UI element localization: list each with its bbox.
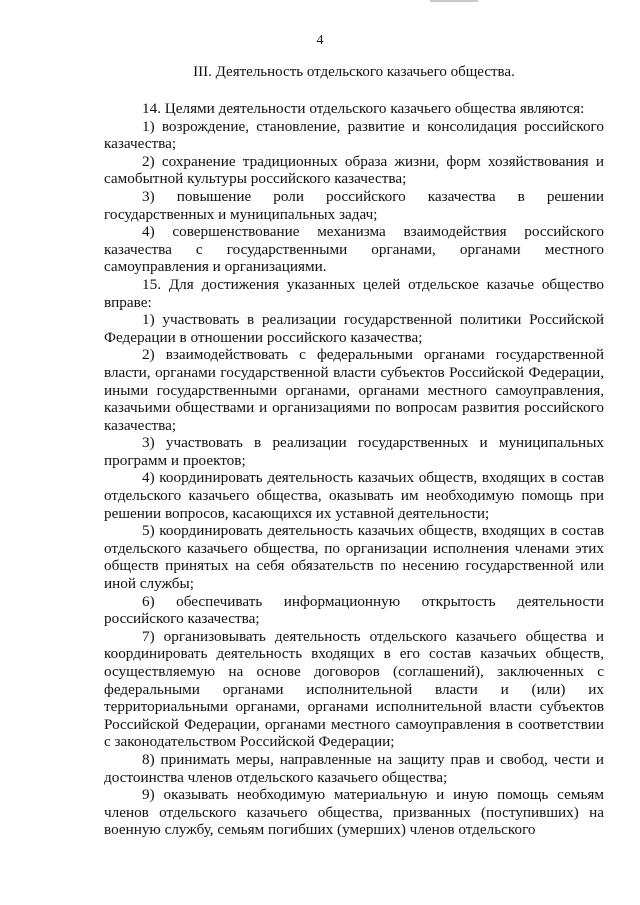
paragraph: 7) организовывать деятельность отдельского казачьего общества и координировать деятельность входящих в его состав казачьих обществ, осуществляемую на основе договоров (соглашений), заключенных с федеральными органами исполнительной власти и (или) их территориальными органами, органами исполнительной власти субъектов Российской Федерации, органами местного самоуправления в соответствии с законодательством Российской Федерации; <box>104 627 604 751</box>
paragraph: 5) координировать деятельность казачьих обществ, входящих в состав отдельского казачьего общества, по организации исполнения членами этих обществ принятых на себя обязательств по несению государственной или иной службы; <box>104 522 604 593</box>
paragraph: 2) взаимодействовать с федеральными органами государственной власти, органами государственной власти субъектов Российской Федерации, иными государственными органами, органами местного самоуправления, казачьими обществами и организациями по вопросам развития российского казачества; <box>104 346 604 434</box>
paragraph: 3) повышение роли российского казачества в решении государственных и муниципальных задач; <box>104 187 604 223</box>
document-body <box>104 100 604 839</box>
paragraph: 9) оказывать необходимую материальную и иную помощь семьям членов отдельского казачьего общества, призванных (поступивших) на военную службу, семьям погибших (умерших) членов отдельского <box>104 786 604 839</box>
paragraph: 15. Для достижения указанных целей отдельское казачье общество вправе: <box>104 275 604 311</box>
section-heading: III. Деятельность отдельского казачьего общества. <box>193 64 515 80</box>
paragraph: 8) принимать меры, направленные на защиту прав и свобод, чести и достоинства членов отдельского казачьего общества; <box>104 750 604 786</box>
page-number: 4 <box>316 33 324 48</box>
paragraph: 1) участвовать в реализации государственной политики Российской Федерации в отношении российского казачества; <box>104 311 604 346</box>
scan-artifact <box>430 0 478 2</box>
paragraph: 6) обеспечивать информационную открытость деятельности российского казачества; <box>104 592 604 628</box>
paragraph: 14. Целями деятельности отдельского казачьего общества являются: <box>142 100 585 117</box>
paragraph: 4) координировать деятельность казачьих обществ, входящих в состав отдельского казачьего общества, оказывать им необходимую помощь при решении вопросов, касающихся их уставной деятельности; <box>104 469 604 522</box>
paragraph: 2) сохранение традиционных образа жизни, форм хозяйствования и самобытной культуры российского казачества; <box>104 152 604 188</box>
paragraph: 1) возрождение, становление, развитие и консолидация российского казачества; <box>104 117 604 153</box>
paragraph: 4) совершенствование механизма взаимодействия российского казачества с государственными органами, органами местного самоуправления и организациями. <box>104 223 604 276</box>
paragraph: 3) участвовать в реализации государственных и муниципальных программ и проектов; <box>104 434 604 469</box>
